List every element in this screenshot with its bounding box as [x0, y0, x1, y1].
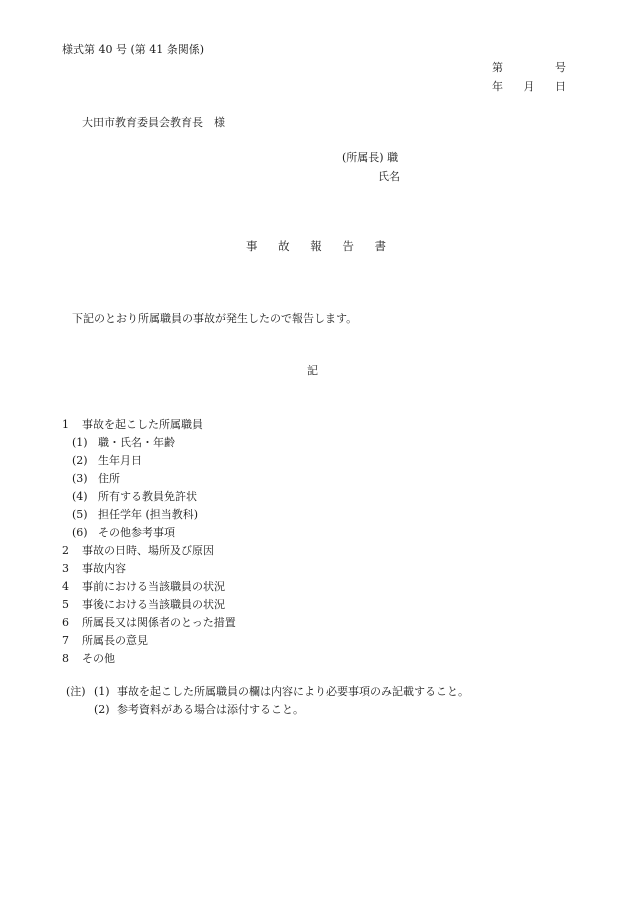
document-title	[246, 241, 386, 253]
item-number: 4	[62, 580, 69, 593]
item-label: 職・氏名・年齢	[98, 436, 175, 449]
item-label: 住所	[98, 472, 120, 485]
note-prefix-spacer	[66, 704, 94, 722]
list-item	[62, 419, 236, 437]
document-number-suffix: 号	[555, 61, 566, 74]
item-number: (4)	[72, 490, 88, 503]
document-number-line	[492, 62, 566, 73]
intro-text: 下記のとおり所属職員の事故が発生したので報告します。	[72, 312, 358, 325]
item-number: (6)	[72, 526, 88, 539]
item-number: 1	[62, 418, 69, 431]
date-month: 月	[523, 80, 535, 93]
item-label: 所属長又は関係者のとった措置	[82, 616, 236, 629]
item-label: 所属長の意見	[82, 634, 148, 647]
item-label: 事後における当該職員の状況	[82, 598, 225, 611]
item-label: 所有する教員免許状	[98, 490, 197, 503]
item-label: その他参考事項	[98, 526, 175, 539]
item-number: 6	[62, 616, 69, 629]
note-text: 参考資料がある場合は添付すること。	[117, 703, 304, 716]
title-char: 告	[342, 239, 354, 253]
note-prefix: (注)	[66, 685, 86, 698]
document-number-prefix: 第	[492, 61, 503, 74]
list-item	[62, 599, 236, 617]
item-number: 2	[62, 544, 69, 557]
note-item	[66, 686, 469, 704]
list-item	[62, 527, 236, 545]
item-number: 5	[62, 598, 69, 611]
list-item	[62, 635, 236, 653]
item-label: 事前における当該職員の状況	[82, 580, 225, 593]
item-number: 7	[62, 634, 69, 647]
list-item	[62, 581, 236, 599]
item-number: (5)	[72, 508, 88, 521]
item-list	[62, 419, 236, 671]
item-label: その他	[82, 652, 115, 665]
form-number: 様式第 40 号 (第 41 条関係)	[62, 43, 205, 56]
list-item	[62, 563, 236, 581]
item-number: (2)	[72, 454, 88, 467]
item-label: 生年月日	[98, 454, 142, 467]
note-item	[66, 704, 469, 722]
date-day: 日	[555, 80, 566, 93]
date-year: 年	[492, 80, 503, 93]
list-item	[62, 437, 236, 455]
item-number: (3)	[72, 472, 88, 485]
item-number: 8	[62, 652, 69, 665]
list-item	[62, 617, 236, 635]
list-item	[62, 455, 236, 473]
title-char: 故	[278, 239, 290, 253]
date-line	[492, 81, 566, 92]
list-item	[62, 473, 236, 491]
sender-title: (所属長) 職	[342, 151, 399, 164]
title-char: 事	[246, 239, 258, 253]
list-item	[62, 509, 236, 527]
item-label: 事故を起こした所属職員	[82, 418, 203, 431]
sender-name: 氏名	[378, 170, 400, 183]
note-text: 事故を起こした所属職員の欄は内容により必要事項のみ記載すること。	[117, 685, 469, 698]
title-char: 書	[374, 239, 386, 253]
item-label: 事故の日時、場所及び原因	[82, 544, 214, 557]
list-item	[62, 491, 236, 509]
note-number: (1)	[94, 685, 110, 698]
title-char: 報	[310, 239, 322, 253]
list-item	[62, 653, 236, 671]
notes	[66, 686, 469, 722]
addressee: 大田市教育委員会教育長 様	[82, 116, 225, 129]
item-label: 事故内容	[82, 562, 126, 575]
note-number: (2)	[94, 703, 110, 716]
item-number: (1)	[72, 436, 88, 449]
ki-heading: 記	[307, 364, 318, 377]
item-label: 担任学年 (担当教科)	[98, 508, 199, 521]
item-number: 3	[62, 562, 69, 575]
list-item	[62, 545, 236, 563]
